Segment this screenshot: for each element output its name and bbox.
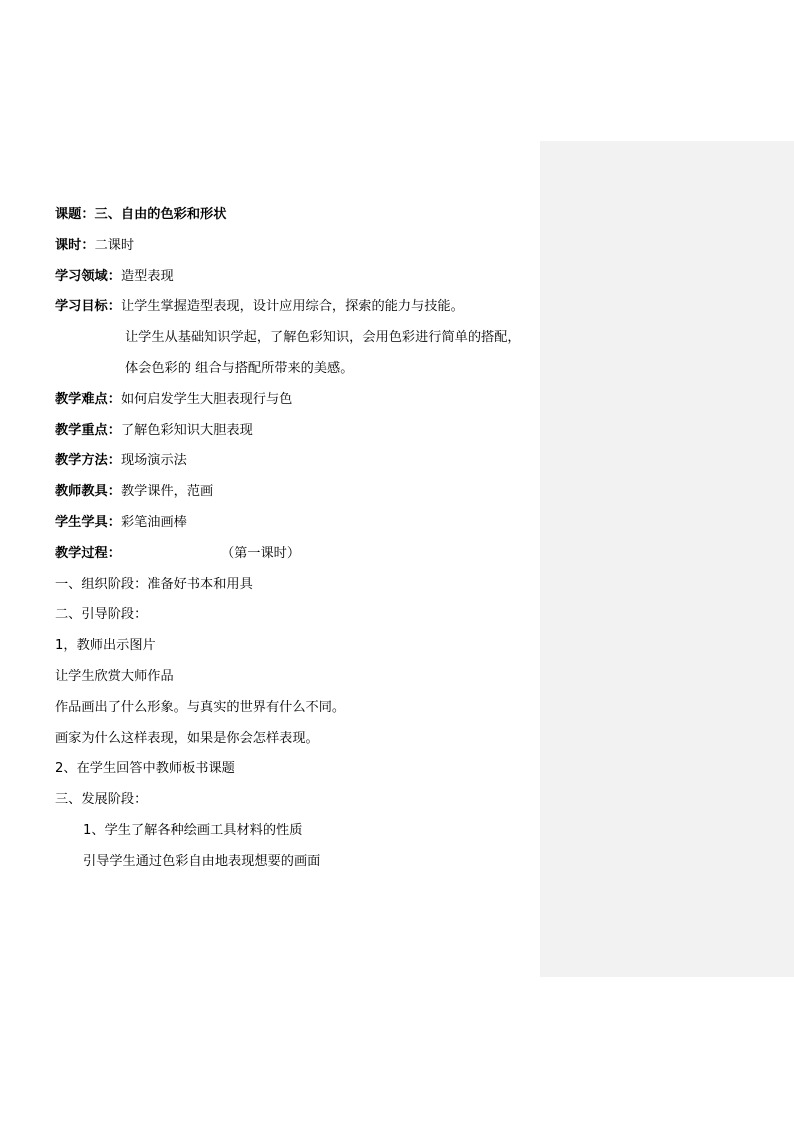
learning-area-label: 学习领域： [55, 268, 121, 284]
process-text-question-2: 画家为什么这样表现，如果是你会怎样表现。 [55, 730, 319, 746]
teaching-method-line [55, 446, 540, 477]
student-tools-line [55, 508, 540, 539]
process-item-guide [55, 600, 540, 631]
process-text-show-pictures: 1，教师出示图片 [55, 638, 156, 654]
lesson-title-line [55, 200, 540, 231]
learning-goal-label: 学习目标： [55, 299, 121, 315]
student-tools-label: 学生学具： [55, 514, 121, 530]
learning-goal-value: 让学生掌握造型表现，设计应用综合，探索的能力与技能。 [120, 299, 464, 315]
class-hours-label: 课时： [55, 237, 95, 253]
teaching-difficulty-label: 教学难点： [55, 391, 121, 407]
process-item-appreciate [55, 662, 540, 693]
learning-goal-continuation-1 [55, 323, 540, 354]
teaching-key-point-value: 了解色彩知识大胆表现 [120, 422, 253, 438]
comment-pane [540, 141, 794, 977]
process-item-question-1 [55, 693, 540, 724]
learning-area-line [55, 262, 540, 293]
teaching-key-point-line [55, 416, 540, 447]
teacher-tools-line [55, 477, 540, 508]
student-tools-value: 彩笔油画棒 [120, 514, 187, 530]
process-text-appreciate: 让学生欣赏大师作品 [55, 668, 174, 684]
learning-area-value: 造型表现 [120, 268, 174, 284]
process-text-expression: 引导学生通过色彩自由地表现想要的画面 [83, 853, 321, 869]
teaching-process-line [55, 539, 540, 570]
process-item-organize [55, 570, 540, 601]
learning-goal-continuation-2 [55, 354, 540, 385]
process-text-development: 三、发展阶段： [55, 792, 148, 808]
teacher-tools-value: 教学课件，范画 [120, 484, 214, 500]
process-item-development [55, 785, 540, 816]
first-lesson-label: （第一课时） [220, 545, 301, 561]
learning-goal-line [55, 292, 540, 323]
learning-goal-text-2: 让学生从基础知识学起，了解色彩知识，会用色彩进行简单的搭配， [125, 330, 521, 346]
teaching-difficulty-value: 如何启发学生大胆表现行与色 [120, 391, 293, 407]
learning-goal-text-3: 体会色彩的 组合与搭配所带来的美感。 [125, 360, 354, 376]
document-body [55, 200, 540, 878]
teaching-method-label: 教学方法： [55, 453, 121, 469]
process-item-expression [55, 847, 540, 878]
teaching-process-label: 教学过程： [55, 545, 121, 561]
teaching-key-point-label: 教学重点： [55, 422, 121, 438]
teaching-method-value: 现场演示法 [120, 453, 187, 469]
process-text-guide: 二、引导阶段： [55, 607, 148, 623]
process-text-question-1: 作品画出了什么形象。与真实的世界有什么不同。 [55, 699, 346, 715]
teaching-difficulty-line [55, 385, 540, 416]
class-hours-line [55, 231, 540, 262]
lesson-title: 课题：三、自由的色彩和形状 [55, 207, 227, 222]
process-text-organize: 一、组织阶段：准备好书本和用具 [55, 576, 253, 592]
process-item-show-pictures [55, 631, 540, 662]
process-item-materials [55, 816, 540, 847]
teacher-tools-label: 教师教具： [55, 484, 121, 500]
class-hours-value: 二课时 [94, 237, 135, 253]
process-text-board-title: 2、在学生回答中教师板书课题 [55, 761, 235, 777]
process-text-materials: 1、学生了解各种绘画工具材料的性质 [83, 822, 303, 838]
process-item-board-title [55, 754, 540, 785]
process-item-question-2 [55, 724, 540, 755]
